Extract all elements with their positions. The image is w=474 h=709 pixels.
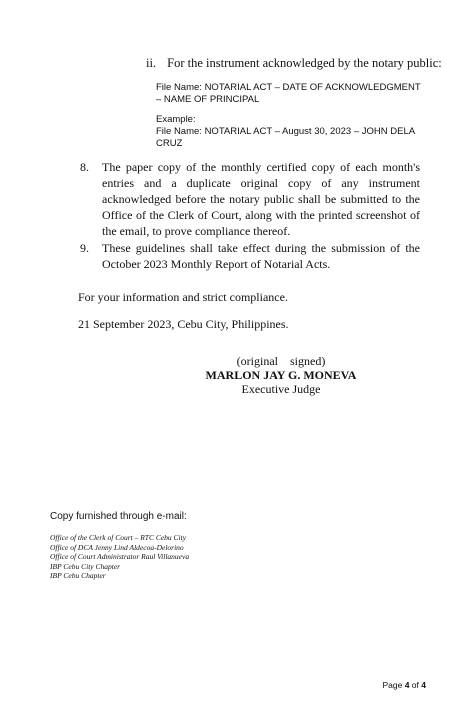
item-8 (80, 159, 420, 239)
copy-furnished-list (50, 533, 189, 581)
copy-furnished-item: IBP Cebu City Chapter (50, 561, 121, 571)
copy-furnished-item: IBP Cebu Chapter (50, 571, 106, 580)
item-8-text: The paper copy of the monthly certified copy of each month's entries and a duplicate original copy of any instrument acknowledged before the notary public shall be submitted to the Office of the Clerk of Court, along with the printed screenshot of the email, to prove compliance thereof. (102, 160, 420, 238)
signature-block (200, 354, 362, 396)
copy-furnished-title: Copy furnished through e-mail: (50, 511, 187, 522)
item-ii-number: ii. (146, 56, 157, 70)
item-ii (146, 56, 442, 71)
signatory-title: Executive Judge (241, 382, 321, 396)
file-name-format: File Name: NOTARIAL ACT – DATE OF ACKNOWLEDGMENT – NAME OF PRINCIPAL (156, 82, 421, 105)
signature-note: (original signed) (236, 354, 326, 368)
item-9-number: 9. (80, 241, 89, 255)
copy-furnished-item: Office of Court Administrator Raul Villanueva (50, 552, 190, 561)
page-current: 4 (404, 680, 410, 690)
page-footer (382, 680, 426, 690)
compliance-line: For your information and strict compliance. (78, 290, 288, 304)
item-9-text: These guidelines shall take effect during the submission of the October 2023 Monthly Report of Notarial Acts. (102, 241, 420, 271)
of-label: of (411, 680, 419, 690)
page-total: 4 (421, 680, 426, 690)
item-8-number: 8. (80, 160, 89, 174)
example-label: Example: (156, 114, 196, 125)
page-label: Page (382, 680, 403, 690)
date-place-line: 21 September 2023, Cebu City, Philippines. (78, 317, 289, 331)
signatory-name: MARLON JAY G. MONEVA (205, 368, 357, 382)
copy-furnished-item: Office of the Clerk of Court – RTC Cebu City (50, 533, 187, 542)
example-text: File Name: NOTARIAL ACT – August 30, 2023 – JOHN DELA CRUZ (156, 126, 415, 149)
item-ii-text: For the instrument acknowledged by the notary public: (167, 56, 442, 70)
item-9 (80, 240, 420, 272)
copy-furnished-item: Office of DCA Jenny Lind Aldecoa-Delorino (50, 542, 184, 552)
